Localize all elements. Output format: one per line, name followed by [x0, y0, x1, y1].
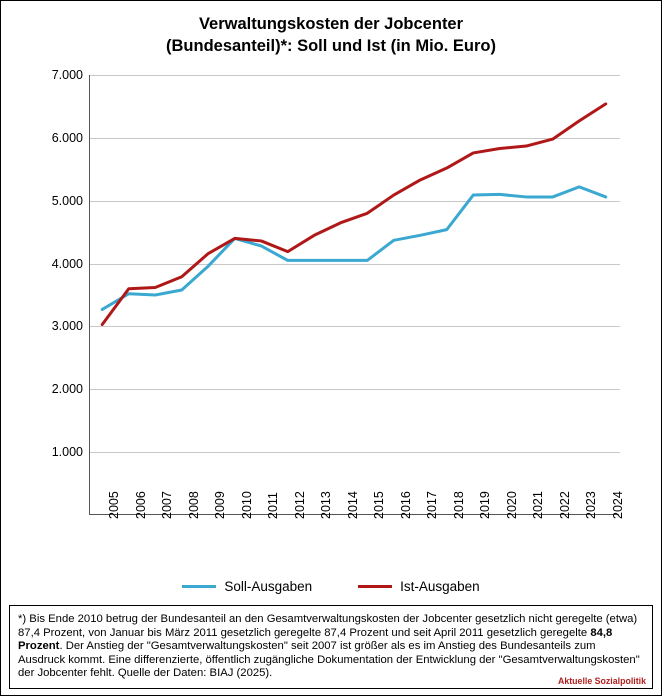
chart-title-line-2: (Bundesanteil)*: Soll und Ist (in Mio. Euro) [166, 37, 496, 55]
x-tick-label: 2012 [292, 491, 307, 519]
y-tick-label: 5.000 [51, 193, 83, 208]
x-tick-label: 2008 [186, 491, 201, 519]
footnote-text: *) Bis Ende 2010 betrug der Bundesanteil an den Gesamtverwaltungskosten der Jobcenter gesetzlich nicht geregelte (etwa) 87,4 Prozent, von Januar bis März 2011 gesetzlich geregelte 87,4 Prozent und seit April 2011 gesetzlich geregelte 84,8 Prozent. Der Anstieg der "Gesamtverwaltungskosten" seit 2007 ist größer als es im Anstieg des Bundesanteils zum Ausdruck kommt. Eine differenzierte, öffentlich zugängliche Dokumentation der Entwicklung der "Gesamtverwaltungskosten" der Jobcenter fehlt. Quelle der Daten: BIAJ (2025). [18, 613, 640, 680]
x-tick-label: 2022 [557, 491, 572, 519]
x-tick-label: 2005 [107, 491, 122, 519]
x-tick-label: 2016 [398, 491, 413, 519]
footnote-box [9, 605, 653, 689]
legend-swatch [358, 585, 392, 588]
x-tick-label: 2019 [478, 491, 493, 519]
x-tick-label: 2021 [531, 491, 546, 519]
y-tick-label: 1.000 [51, 445, 83, 460]
x-tick-label: 2006 [133, 491, 148, 519]
x-tick-label: 2014 [345, 491, 360, 519]
footnote-bold: 84,8 Prozent [18, 626, 613, 653]
source-tag: Aktuelle Sozialpolitik [558, 676, 646, 686]
x-tick-label: 2007 [160, 491, 175, 519]
x-tick-label: 2017 [425, 491, 440, 519]
x-tick-label: 2023 [584, 491, 599, 519]
y-tick-label: 7.000 [51, 68, 83, 82]
x-tick-label: 2010 [239, 491, 254, 519]
series-line [102, 187, 606, 310]
x-tick-label: 2009 [213, 491, 228, 519]
y-tick-label: 4.000 [51, 256, 83, 271]
y-tick-label: 3.000 [51, 319, 83, 334]
legend-swatch [182, 585, 216, 588]
y-axis-labels [1, 68, 83, 515]
chart-legend [1, 579, 661, 594]
y-tick-label: 6.000 [51, 130, 83, 145]
series-lines [89, 75, 619, 515]
plot-wrapper [1, 65, 661, 525]
legend-label: Ist-Ausgaben [400, 579, 480, 594]
chart-title [1, 13, 661, 57]
x-axis-labels [89, 491, 625, 577]
y-tick-label: 2.000 [51, 382, 83, 397]
chart-title-line-1: Verwaltungskosten der Jobcenter [198, 15, 464, 33]
x-tick-label: 2013 [319, 491, 334, 519]
x-tick-label: 2020 [504, 491, 519, 519]
x-tick-label: 2015 [372, 491, 387, 519]
x-tick-label: 2011 [266, 492, 281, 519]
x-tick-label: 2024 [610, 491, 625, 519]
legend-item [358, 579, 480, 594]
legend-item [182, 579, 312, 594]
legend-label: Soll-Ausgaben [224, 579, 313, 594]
x-tick-label: 2018 [451, 491, 466, 519]
